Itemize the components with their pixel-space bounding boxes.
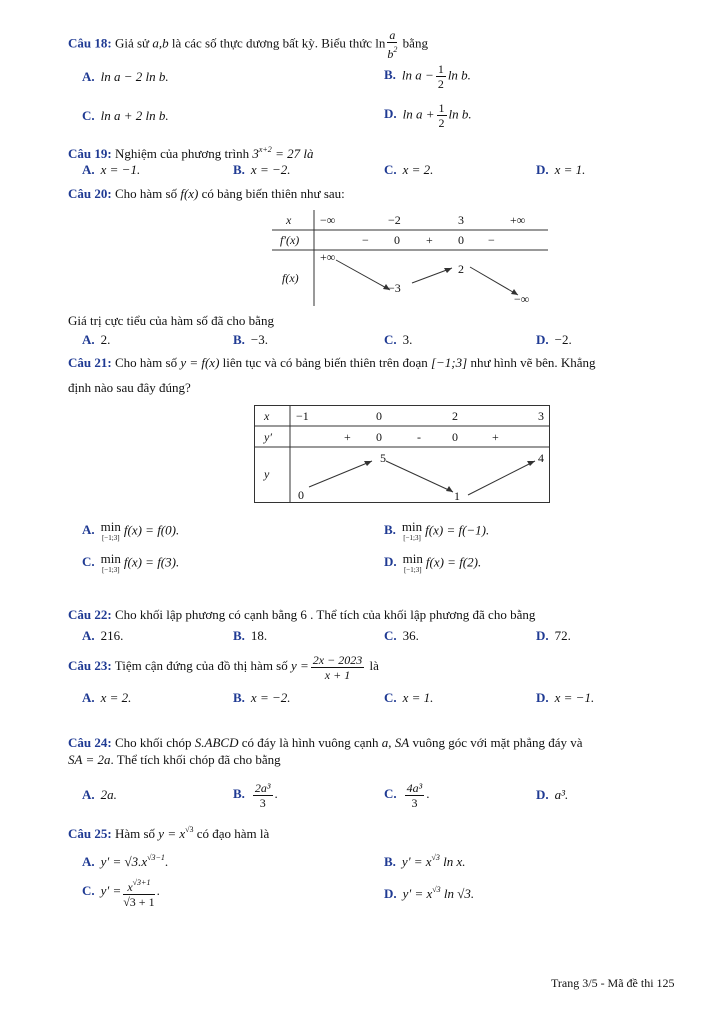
option-c[interactable]: C. $\frac{\text{4a³}}{3}$ .: [384, 780, 430, 810]
fraction: [437, 101, 447, 130]
option-text: ln √3.: [440, 886, 475, 901]
option-letter: D.: [536, 332, 549, 347]
question-text: Giả sử: [114, 35, 150, 51]
variation-table-2: [254, 405, 550, 503]
question-22: [68, 607, 535, 623]
option-letter: B.: [233, 162, 245, 177]
option-b[interactable]: [384, 520, 489, 543]
option-text: x = −2.: [250, 162, 291, 177]
option-d[interactable]: [384, 101, 472, 130]
x-value: +∞: [510, 213, 526, 227]
option-text: 2a.: [100, 787, 117, 802]
option-a[interactable]: [82, 787, 117, 803]
option-a[interactable]: [82, 628, 123, 644]
derivative-header: y′: [264, 430, 272, 444]
option-text: ln a − 2 ln b.: [100, 69, 169, 84]
y-value: 1: [454, 489, 460, 503]
numerator: 2a³: [254, 780, 271, 795]
option-letter: A.: [82, 332, 95, 347]
question-text: có bảng biến thiên như sau:: [201, 186, 345, 201]
question-19: [68, 142, 313, 162]
question-21: [68, 355, 596, 371]
min-subscript: [−1;3]: [101, 534, 120, 542]
option-letter: C.: [384, 628, 397, 643]
fraction: [387, 28, 397, 61]
option-letter: A.: [82, 787, 95, 802]
x-value: 3: [538, 409, 544, 423]
question-label: Câu 24:: [68, 735, 112, 750]
page-footer: Trang 3/5 - Mã đề thi 125: [551, 976, 675, 990]
denominator: 3: [411, 795, 418, 810]
option-letter: B.: [384, 67, 396, 83]
denominator: x + 1: [324, 667, 351, 682]
sign: +: [492, 430, 499, 444]
option-d[interactable]: [384, 552, 481, 575]
option-text: .: [156, 883, 160, 898]
math: f(x): [180, 186, 199, 201]
question-label: Câu 23:: [68, 658, 112, 673]
option-letter: B.: [233, 690, 245, 705]
question-text: Giá trị cực tiểu của hàm số đã cho bằng: [68, 313, 274, 328]
option-text: x = 2.: [402, 162, 434, 177]
option-a[interactable]: [82, 520, 179, 543]
option-text: x = 1.: [402, 690, 434, 705]
option-text: x = −2.: [250, 690, 291, 705]
option-text: y' = √3.x: [100, 854, 148, 869]
question-label: Câu 21:: [68, 355, 112, 370]
question-label: Câu 22:: [68, 607, 112, 622]
option-c[interactable]: [82, 552, 179, 575]
option-d[interactable]: [384, 882, 474, 902]
numerator: 1: [437, 62, 444, 76]
option-c[interactable]: [82, 873, 160, 909]
option-text: x = −1.: [554, 690, 595, 705]
option-text: f(x) = f(−1).: [425, 522, 490, 538]
option-a[interactable]: [82, 850, 168, 870]
option-letter: A.: [82, 690, 95, 705]
option-d[interactable]: [536, 787, 568, 803]
question-18: [68, 28, 428, 61]
option-letter: C.: [384, 162, 397, 177]
exponent: √3+1: [132, 877, 151, 887]
option-letter: A.: [82, 854, 95, 869]
question-text: định nào sau đây đúng?: [68, 380, 191, 395]
option-text: ln b.: [448, 106, 472, 122]
option-text: x = −1.: [100, 162, 141, 177]
option-text: 216.: [100, 628, 124, 643]
option-a[interactable]: [82, 690, 131, 706]
option-b[interactable]: [233, 332, 268, 348]
option-c[interactable]: [384, 690, 433, 706]
option-text: −3.: [250, 332, 269, 347]
option-letter: C.: [384, 786, 397, 801]
math: 3: [252, 146, 259, 161]
option-text: 2.: [100, 332, 111, 347]
exponent: x+2: [258, 145, 272, 154]
sign: 0: [376, 430, 382, 444]
math: [−1;3]: [430, 355, 468, 370]
x-value: −2: [388, 213, 401, 227]
option-text: y' = x: [401, 854, 432, 869]
function-header: f(x): [282, 271, 299, 285]
numerator: 4a³: [406, 780, 423, 795]
denominator: 2: [437, 77, 444, 91]
option-b[interactable]: [233, 628, 267, 644]
min-word: min: [401, 519, 423, 534]
sign: +: [344, 430, 351, 444]
option-d[interactable]: [536, 162, 585, 178]
sign: −: [488, 233, 495, 247]
option-text: 18.: [250, 628, 268, 643]
question-text: bằng: [402, 35, 428, 51]
question-label: Câu 20:: [68, 186, 112, 201]
question-20: [68, 186, 345, 202]
option-text: y' =: [100, 883, 122, 898]
question-text: như hình vẽ bên. Khẳng: [470, 355, 596, 370]
exponent: √3: [431, 853, 440, 862]
option-letter: D.: [384, 886, 397, 901]
option-b[interactable]: [384, 850, 466, 870]
question-text: Cho hàm số: [114, 355, 178, 370]
punctuation: ,: [388, 735, 392, 750]
denominator: 3: [259, 795, 266, 810]
x-header: x: [264, 409, 270, 423]
option-b[interactable]: [233, 162, 291, 178]
option-text: y' = x: [402, 886, 433, 901]
option-c[interactable]: [384, 332, 412, 348]
option-letter: A.: [82, 628, 95, 643]
min-operator: [403, 552, 423, 575]
question-25: [68, 822, 269, 842]
math: a: [381, 735, 389, 750]
option-a[interactable]: [82, 69, 169, 85]
denominator: √3 + 1: [123, 894, 155, 909]
question-label: Câu 19:: [68, 146, 112, 161]
option-text: 3.: [402, 332, 413, 347]
question-text: Nghiệm của phương trình: [114, 146, 250, 161]
option-b[interactable]: [384, 62, 471, 91]
min-word: min: [100, 519, 121, 534]
option-a[interactable]: [82, 332, 110, 348]
variation-table-1: [272, 210, 548, 306]
f-value: 2: [458, 262, 464, 276]
option-letter: D.: [536, 690, 549, 705]
option-letter: A.: [82, 522, 95, 538]
option-c[interactable]: [384, 628, 419, 644]
option-letter: B.: [233, 628, 245, 643]
question-text: liên tục và có bảng biến thiên trên đoạn: [222, 355, 428, 370]
option-text: f(x) = f(3).: [123, 554, 180, 570]
function-header: y: [264, 467, 270, 481]
option-text: ln a +: [402, 106, 435, 122]
option-letter: A.: [82, 162, 95, 177]
option-text: ln a + 2 ln b.: [100, 108, 169, 123]
y-value: 0: [298, 488, 304, 502]
question-text: Hàm số: [114, 826, 156, 841]
option-letter: D.: [384, 106, 397, 122]
fraction: [405, 781, 425, 810]
min-subscript: [−1;3]: [101, 566, 120, 574]
option-letter: B.: [233, 332, 245, 347]
denominator: b: [387, 47, 394, 61]
x-value: −1: [296, 409, 309, 423]
f-value: −3: [388, 281, 401, 295]
math: S.ABCD: [194, 735, 239, 750]
x-value: 0: [376, 409, 382, 423]
math: y = f(x): [180, 355, 220, 370]
x-value: 2: [452, 409, 458, 423]
fraction: [123, 876, 154, 909]
f-value: −∞: [514, 292, 530, 306]
option-b[interactable]: B. $\frac{\text{2a³}}{3}$ .: [233, 780, 278, 810]
sign: -: [417, 430, 421, 444]
math: y = x: [158, 826, 186, 841]
math: ln: [375, 35, 386, 51]
math: y =: [291, 658, 309, 673]
fraction: [436, 62, 446, 91]
option-letter: C.: [384, 332, 397, 347]
x-value: −∞: [320, 213, 336, 227]
option-letter: B.: [384, 854, 396, 869]
question-text: Cho hàm số: [114, 186, 178, 201]
math: SA: [394, 735, 410, 750]
question-23: [68, 649, 379, 683]
option-letter: B.: [384, 522, 396, 538]
option-a[interactable]: [82, 162, 140, 178]
option-letter: C.: [82, 108, 95, 123]
option-letter: C.: [82, 883, 95, 898]
option-text: ln x.: [439, 854, 466, 869]
question-24-line-2: [68, 752, 281, 768]
option-letter: C.: [384, 690, 397, 705]
question-text: vuông góc với mặt phẳng đáy và: [412, 735, 583, 750]
derivative-header: f′(x): [280, 233, 300, 247]
numerator: x: [127, 879, 133, 894]
option-letter: B.: [233, 786, 245, 801]
sign: 0: [394, 233, 400, 247]
option-letter: C.: [82, 554, 95, 570]
y-value: 5: [380, 451, 386, 465]
option-b[interactable]: [233, 690, 291, 706]
question-text: Cho khối chóp: [114, 735, 192, 750]
table-lines: [272, 210, 548, 306]
min-subscript: [−1;3]: [403, 534, 421, 542]
option-c[interactable]: [82, 108, 169, 124]
min-subscript: [−1;3]: [403, 566, 422, 574]
numerator: a: [389, 28, 396, 42]
option-text: 36.: [402, 628, 419, 643]
option-letter: D.: [536, 787, 549, 802]
numerator: 1: [438, 101, 445, 115]
min-operator: [402, 520, 422, 543]
question-text: Cho khối lập phương có cạnh bằng 6 . Thể tích của khối lập phương đã cho bằng: [114, 607, 536, 622]
question-text: là: [369, 658, 379, 673]
option-d[interactable]: [536, 332, 572, 348]
option-text: .: [164, 854, 169, 869]
option-text: f(x) = f(0).: [123, 522, 180, 538]
option-text: ln b.: [447, 67, 471, 83]
option-letter: D.: [536, 162, 549, 177]
question-24: [68, 735, 583, 751]
math: a,b: [152, 35, 169, 51]
exponent: √3−1: [147, 853, 165, 862]
option-text: 72.: [554, 628, 571, 643]
min-word: min: [402, 551, 423, 566]
x-value: 3: [458, 213, 464, 227]
question-label: Câu 25:: [68, 826, 112, 841]
fraction: [253, 781, 273, 810]
question-text: . Thể tích khối chóp đã cho bằng: [110, 752, 281, 767]
option-letter: D.: [384, 554, 397, 570]
question-text: có đáy là hình vuông cạnh: [241, 735, 379, 750]
min-operator: [101, 552, 121, 575]
min-word: min: [100, 551, 121, 566]
sign: 0: [452, 430, 458, 444]
question-text: có đạo hàm là: [196, 826, 270, 841]
question-text: Tiệm cận đứng của đồ thị hàm số: [114, 658, 288, 673]
denominator: 2: [438, 116, 445, 130]
min-operator: [101, 520, 121, 543]
math: = 27 là: [275, 146, 314, 161]
fraction: [311, 653, 364, 682]
option-letter: A.: [82, 69, 95, 84]
option-text: x = 2.: [100, 690, 132, 705]
exponent: √3: [432, 885, 441, 894]
f-value: +∞: [320, 250, 336, 264]
option-text: f(x) = f(2).: [425, 554, 482, 570]
option-text: a³.: [554, 787, 569, 802]
option-d[interactable]: [536, 690, 594, 706]
numerator: 2x − 2023: [312, 652, 363, 667]
math: SA = 2a: [68, 752, 111, 767]
option-letter: D.: [536, 628, 549, 643]
question-text: là các số thực dương bất kỳ. Biểu thức: [171, 35, 373, 51]
sign: −: [362, 233, 369, 247]
option-text: x = 1.: [554, 162, 586, 177]
option-c[interactable]: [384, 162, 433, 178]
y-value: 4: [538, 451, 544, 465]
sign: +: [426, 233, 433, 247]
x-header: x: [286, 213, 292, 227]
exponent: √3: [185, 825, 194, 834]
option-text: −2.: [554, 332, 572, 347]
exponent: 2: [393, 45, 398, 54]
question-label: Câu 18:: [68, 35, 112, 51]
option-d[interactable]: [536, 628, 571, 644]
sign: 0: [458, 233, 464, 247]
option-text: ln a −: [401, 67, 434, 83]
